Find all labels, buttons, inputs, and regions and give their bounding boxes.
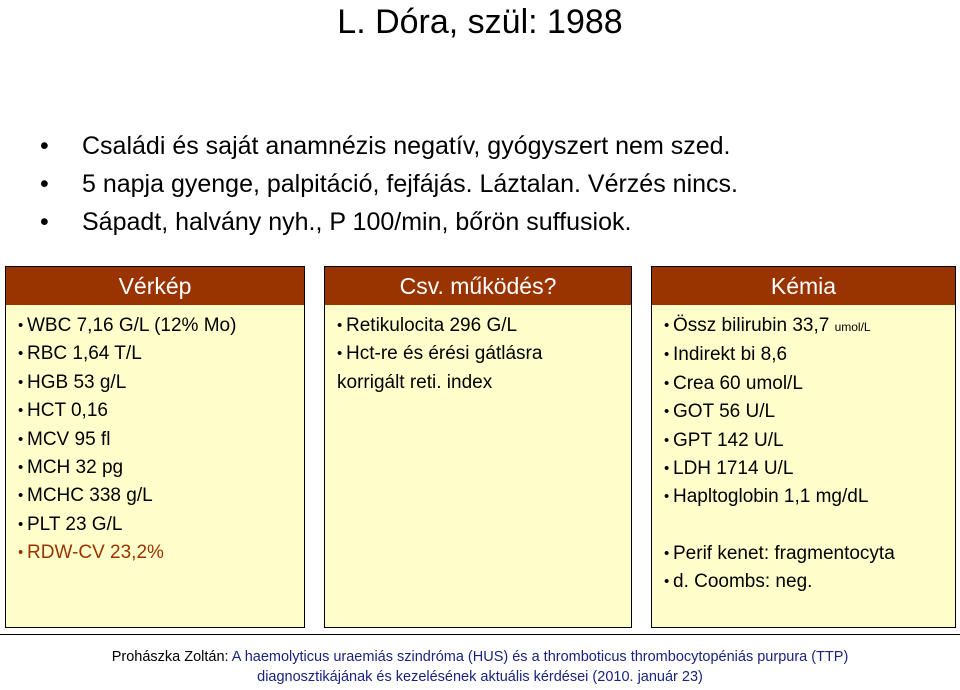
history-item: • 5 napja gyenge, palpitáció, fejfájás. Láztalan. Vérzés nincs. <box>40 165 738 203</box>
lab-item: • PLT 23 G/L <box>18 511 236 539</box>
lab-item: • Indirekt bi 8,6 <box>664 341 895 369</box>
history-list <box>40 127 738 241</box>
lab-item: • LDH 1714 U/L <box>664 455 895 483</box>
lab-item <box>664 312 895 341</box>
lab-item: • MCH 32 pg <box>18 454 236 482</box>
lab-item: • d. Coombs: neg. <box>664 568 895 596</box>
lab-item: • HCT 0,16 <box>18 397 236 425</box>
slide-title: L. Dóra, szül: 1988 <box>337 3 623 41</box>
kemia-list <box>664 312 895 597</box>
lab-item: • Perif kenet: fragmentocyta <box>664 540 895 568</box>
verkep-box <box>5 266 305 628</box>
lab-item: • MCHC 338 g/L <box>18 482 236 510</box>
footer-divider <box>0 634 960 635</box>
bilirubin-unit: umol/L <box>834 320 871 334</box>
lab-item: • MCV 95 fl <box>18 426 236 454</box>
verkep-header: Vérkép <box>6 267 304 305</box>
csv-list <box>337 312 542 397</box>
kemia-header: Kémia <box>652 267 955 305</box>
footer-line-1 <box>0 647 960 667</box>
verkep-list <box>18 312 236 568</box>
history-item: • Családi és saját anamnézis negatív, gyógyszert nem szed. <box>40 127 738 165</box>
kemia-box <box>651 266 956 628</box>
footer-line-2: diagnosztikájának és kezelésének aktuális kérdései (2010. január 23) <box>257 669 703 685</box>
lab-item: • GOT 56 U/L <box>664 398 895 426</box>
history-item: • Sápadt, halvány nyh., P 100/min, bőrön suffusiok. <box>40 203 738 241</box>
csv-header: Csv. működés? <box>325 267 631 305</box>
footer-citation <box>0 647 960 687</box>
lab-item-continuation: korrigált reti. index <box>337 371 493 393</box>
lab-item: • Retikulocita 296 G/L <box>337 312 542 340</box>
lab-item: • RBC 1,64 T/L <box>18 340 236 368</box>
lab-item: • WBC 7,16 G/L (12% Mo) <box>18 312 236 340</box>
lab-item: • Hct-re és érési gátlásra <box>337 340 542 368</box>
footer-title-1: A haemolyticus uraemiás szindróma (HUS) és a thromboticus thrombocytopéniás purpura (TTP) <box>231 649 849 665</box>
footer-author: Prohászka Zoltán: <box>111 649 229 665</box>
bilirubin-value: Össz bilirubin 33,7 <box>673 315 830 336</box>
lab-item-highlighted: • RDW-CV 23,2% <box>18 539 236 567</box>
csv-box <box>324 266 632 628</box>
lab-item: • Crea 60 umol/L <box>664 370 895 398</box>
lab-item: • Hapltoglobin 1,1 mg/dL <box>664 483 895 511</box>
lab-item: • GPT 142 U/L <box>664 427 895 455</box>
lab-item: • HGB 53 g/L <box>18 369 236 397</box>
